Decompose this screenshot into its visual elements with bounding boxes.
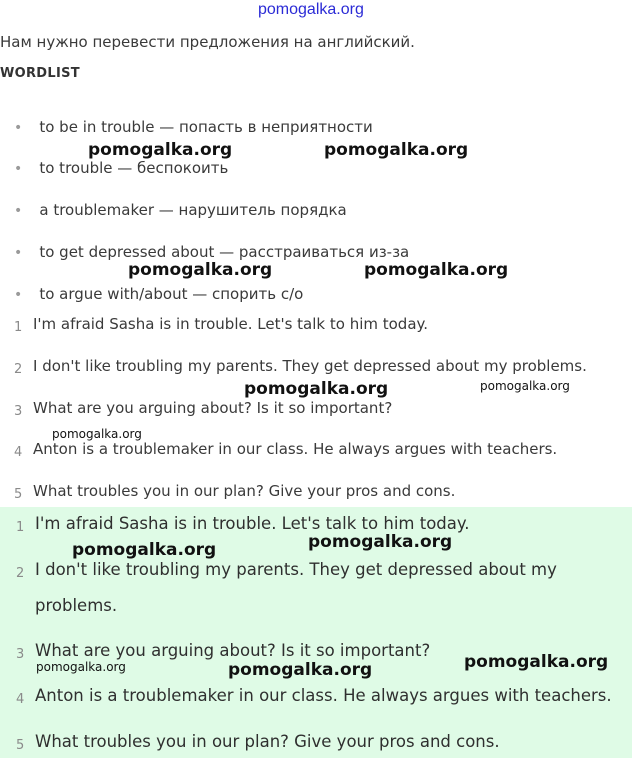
wordlist-item-text: to get depressed about — расстраиваться из-за: [39, 243, 410, 261]
sentence-text: I don't like troubling my parents. They get depressed about my problems.: [33, 357, 587, 375]
answer-number: 3: [16, 647, 25, 662]
wordlist-item: [14, 242, 409, 261]
answer-number: 4: [16, 692, 25, 707]
bullet-icon: •: [14, 161, 23, 177]
sentence-number: 3: [14, 404, 23, 419]
watermark: pomogalka.org: [364, 260, 509, 280]
wordlist-item: [14, 200, 347, 219]
answer-text: I don't like troubling my parents. They get depressed about my: [35, 560, 557, 579]
answer-number: 5: [16, 738, 25, 753]
sentence-text: Anton is a troublemaker in our class. He always argues with teachers.: [33, 440, 558, 458]
answer-item: [16, 560, 557, 615]
wordlist-item: [14, 158, 228, 177]
answer-text-continued: problems.: [35, 596, 118, 615]
site-link[interactable]: pomogalka.org: [258, 1, 364, 18]
answer-text: What troubles you in our plan? Give your pros and cons.: [35, 732, 500, 751]
wordlist-heading: WORDLIST: [0, 66, 80, 81]
watermark: pomogalka.org: [324, 140, 469, 160]
wordlist-item-text: to be in trouble — попасть в неприятности: [39, 118, 373, 136]
watermark: pomogalka.org: [128, 260, 273, 280]
watermark: pomogalka.org: [72, 540, 217, 560]
sentence-item: [14, 482, 456, 502]
watermark: pomogalka.org: [228, 660, 373, 680]
answer-text: Anton is a troublemaker in our class. He always argues with teachers.: [35, 686, 612, 705]
watermark: pomogalka.org: [480, 379, 570, 393]
answer-item: [16, 732, 500, 753]
watermark: pomogalka.org: [244, 379, 389, 399]
watermark: pomogalka.org: [308, 532, 453, 552]
watermark: pomogalka.org: [464, 652, 609, 672]
wordlist-item: [14, 117, 373, 136]
bullet-icon: •: [14, 245, 23, 261]
answer-number: 2: [16, 566, 25, 581]
sentence-text: What troubles you in our plan? Give your pros and cons.: [33, 482, 456, 500]
sentence-number: 5: [14, 487, 23, 502]
sentence-number: 2: [14, 362, 23, 377]
answer-item: [16, 514, 470, 535]
bullet-icon: •: [14, 203, 23, 219]
sentence-item: [14, 357, 587, 377]
sentence-item: [14, 399, 393, 419]
intro-text: Нам нужно перевести предложения на английский.: [0, 33, 415, 51]
wordlist-item-text: to trouble — беспокоить: [39, 159, 229, 177]
sentence-number: 1: [14, 320, 23, 335]
answer-item: [16, 686, 612, 707]
answer-item: [16, 641, 431, 662]
watermark: pomogalka.org: [36, 660, 126, 674]
sentence-number: 4: [14, 445, 23, 460]
sentence-text: I'm afraid Sasha is in trouble. Let's talk to him today.: [33, 315, 429, 333]
bullet-icon: •: [14, 287, 23, 303]
wordlist-item-text: a troublemaker — нарушитель порядка: [39, 201, 347, 219]
answer-text: I'm afraid Sasha is in trouble. Let's talk to him today.: [35, 514, 470, 533]
bullet-icon: •: [14, 120, 23, 136]
sentence-item: [14, 440, 558, 460]
answer-number: 1: [16, 520, 25, 535]
sentence-text: What are you arguing about? Is it so important?: [33, 399, 393, 417]
sentence-item: [14, 315, 429, 335]
wordlist-item: [14, 284, 303, 303]
answer-text: What are you arguing about? Is it so important?: [35, 641, 431, 660]
watermark: pomogalka.org: [52, 427, 142, 441]
wordlist-item-text: to argue with/about — спорить с/о: [39, 285, 304, 303]
watermark: pomogalka.org: [88, 140, 233, 160]
